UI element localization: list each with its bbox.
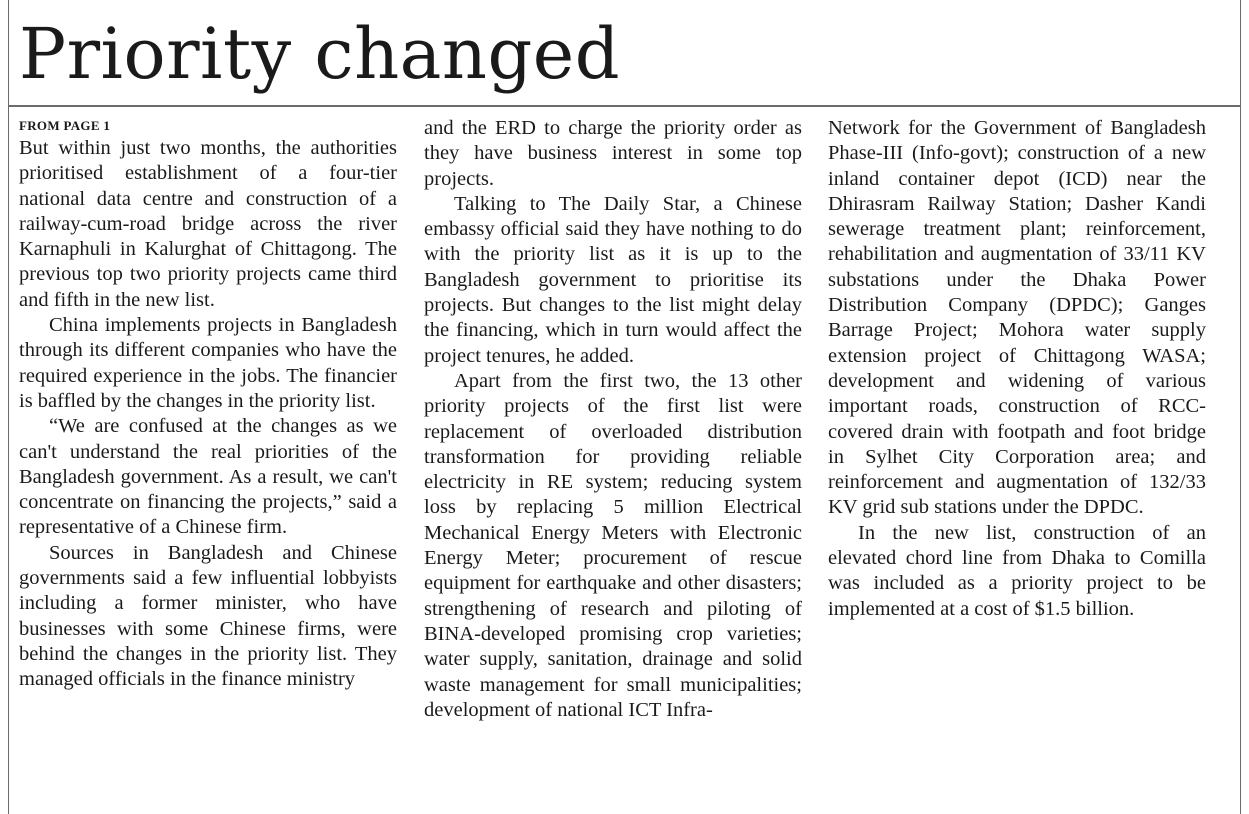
column-3	[828, 116, 1206, 622]
article-headline: Priority changed	[19, 13, 621, 95]
paragraph: and the ERD to charge the priority order as they have business interest in some top projects.	[424, 117, 802, 190]
paragraph: China implements projects in Bangladesh through its different companies who have the required experience in the jobs. The financier is baffled by the changes in the priority list.	[19, 314, 397, 412]
jump-kicker: FROM PAGE 1	[19, 118, 111, 133]
paragraph: In the new list, construction of an elevated chord line from Dhaka to Comilla was included as a priority project to be implemented at a cost of $1.5 billion.	[828, 521, 1206, 620]
paragraph: Apart from the first two, the 13 other priority projects of the first list were replacement of overloaded distribution transformation for providing reliable electricity in RE system; reducing system loss by replacing 5 million Electrical Mechanical Energy Meters with Electronic Energy Meter; procurement of rescue equipment for earthquake and other disasters; strengthening of research and piloting of BINA-developed promising crop varieties; water supply, sanitation, drainage and solid waste management for small municipalities; development of national ICT Infra-	[424, 369, 802, 721]
paragraph: Talking to The Daily Star, a Chinese embassy official said they have nothing to do with the priority list as it is up to the Bangladesh government to prioritise its projects. But changes to the list might delay the financing, which in turn would affect the project tenures, he added.	[424, 192, 802, 367]
column-2	[424, 116, 802, 723]
paragraph: Sources in Bangladesh and Chinese governments said a few influential lobbyists including a former minister, who have businesses with some Chinese firms, were behind the changes in the priority list. They managed officials in the finance ministry	[19, 541, 397, 691]
paragraph: Network for the Government of Bangladesh Phase-III (Info-govt); construction of a new inland container depot (ICD) near the Dhirasram Railway Station; Dasher Kandi sewerage treatment plant; reinforcement, rehabilitation and augmentation of 33/11 KV substations under the Dhaka Power Distribution Company (DPDC); Ganges Barrage Project; Mohora water supply extension project of Chittagong WASA; development and widening of various important roads, construction of RCC-covered drain with footpath and foot bridge in Sylhet City Corporation area; and reinforcement and augmentation of 132/33 KV grid sub stations under the DPDC.	[828, 117, 1206, 519]
headline-rule	[8, 105, 1241, 107]
column-1	[19, 116, 397, 693]
paragraph: But within just two months, the authorities prioritised establishment of a four-tier national data centre and construction of a railway-cum-road bridge across the river Karnaphuli in Kalurghat of Chittagong. The previous top two priority projects came third and fifth in the new list.	[19, 137, 397, 311]
paragraph: “We are confused at the changes as we can't understand the real priorities of the Bangladesh government. As a result, we can't concentrate on financing the projects,” said a representative of a Chinese firm.	[19, 415, 397, 539]
